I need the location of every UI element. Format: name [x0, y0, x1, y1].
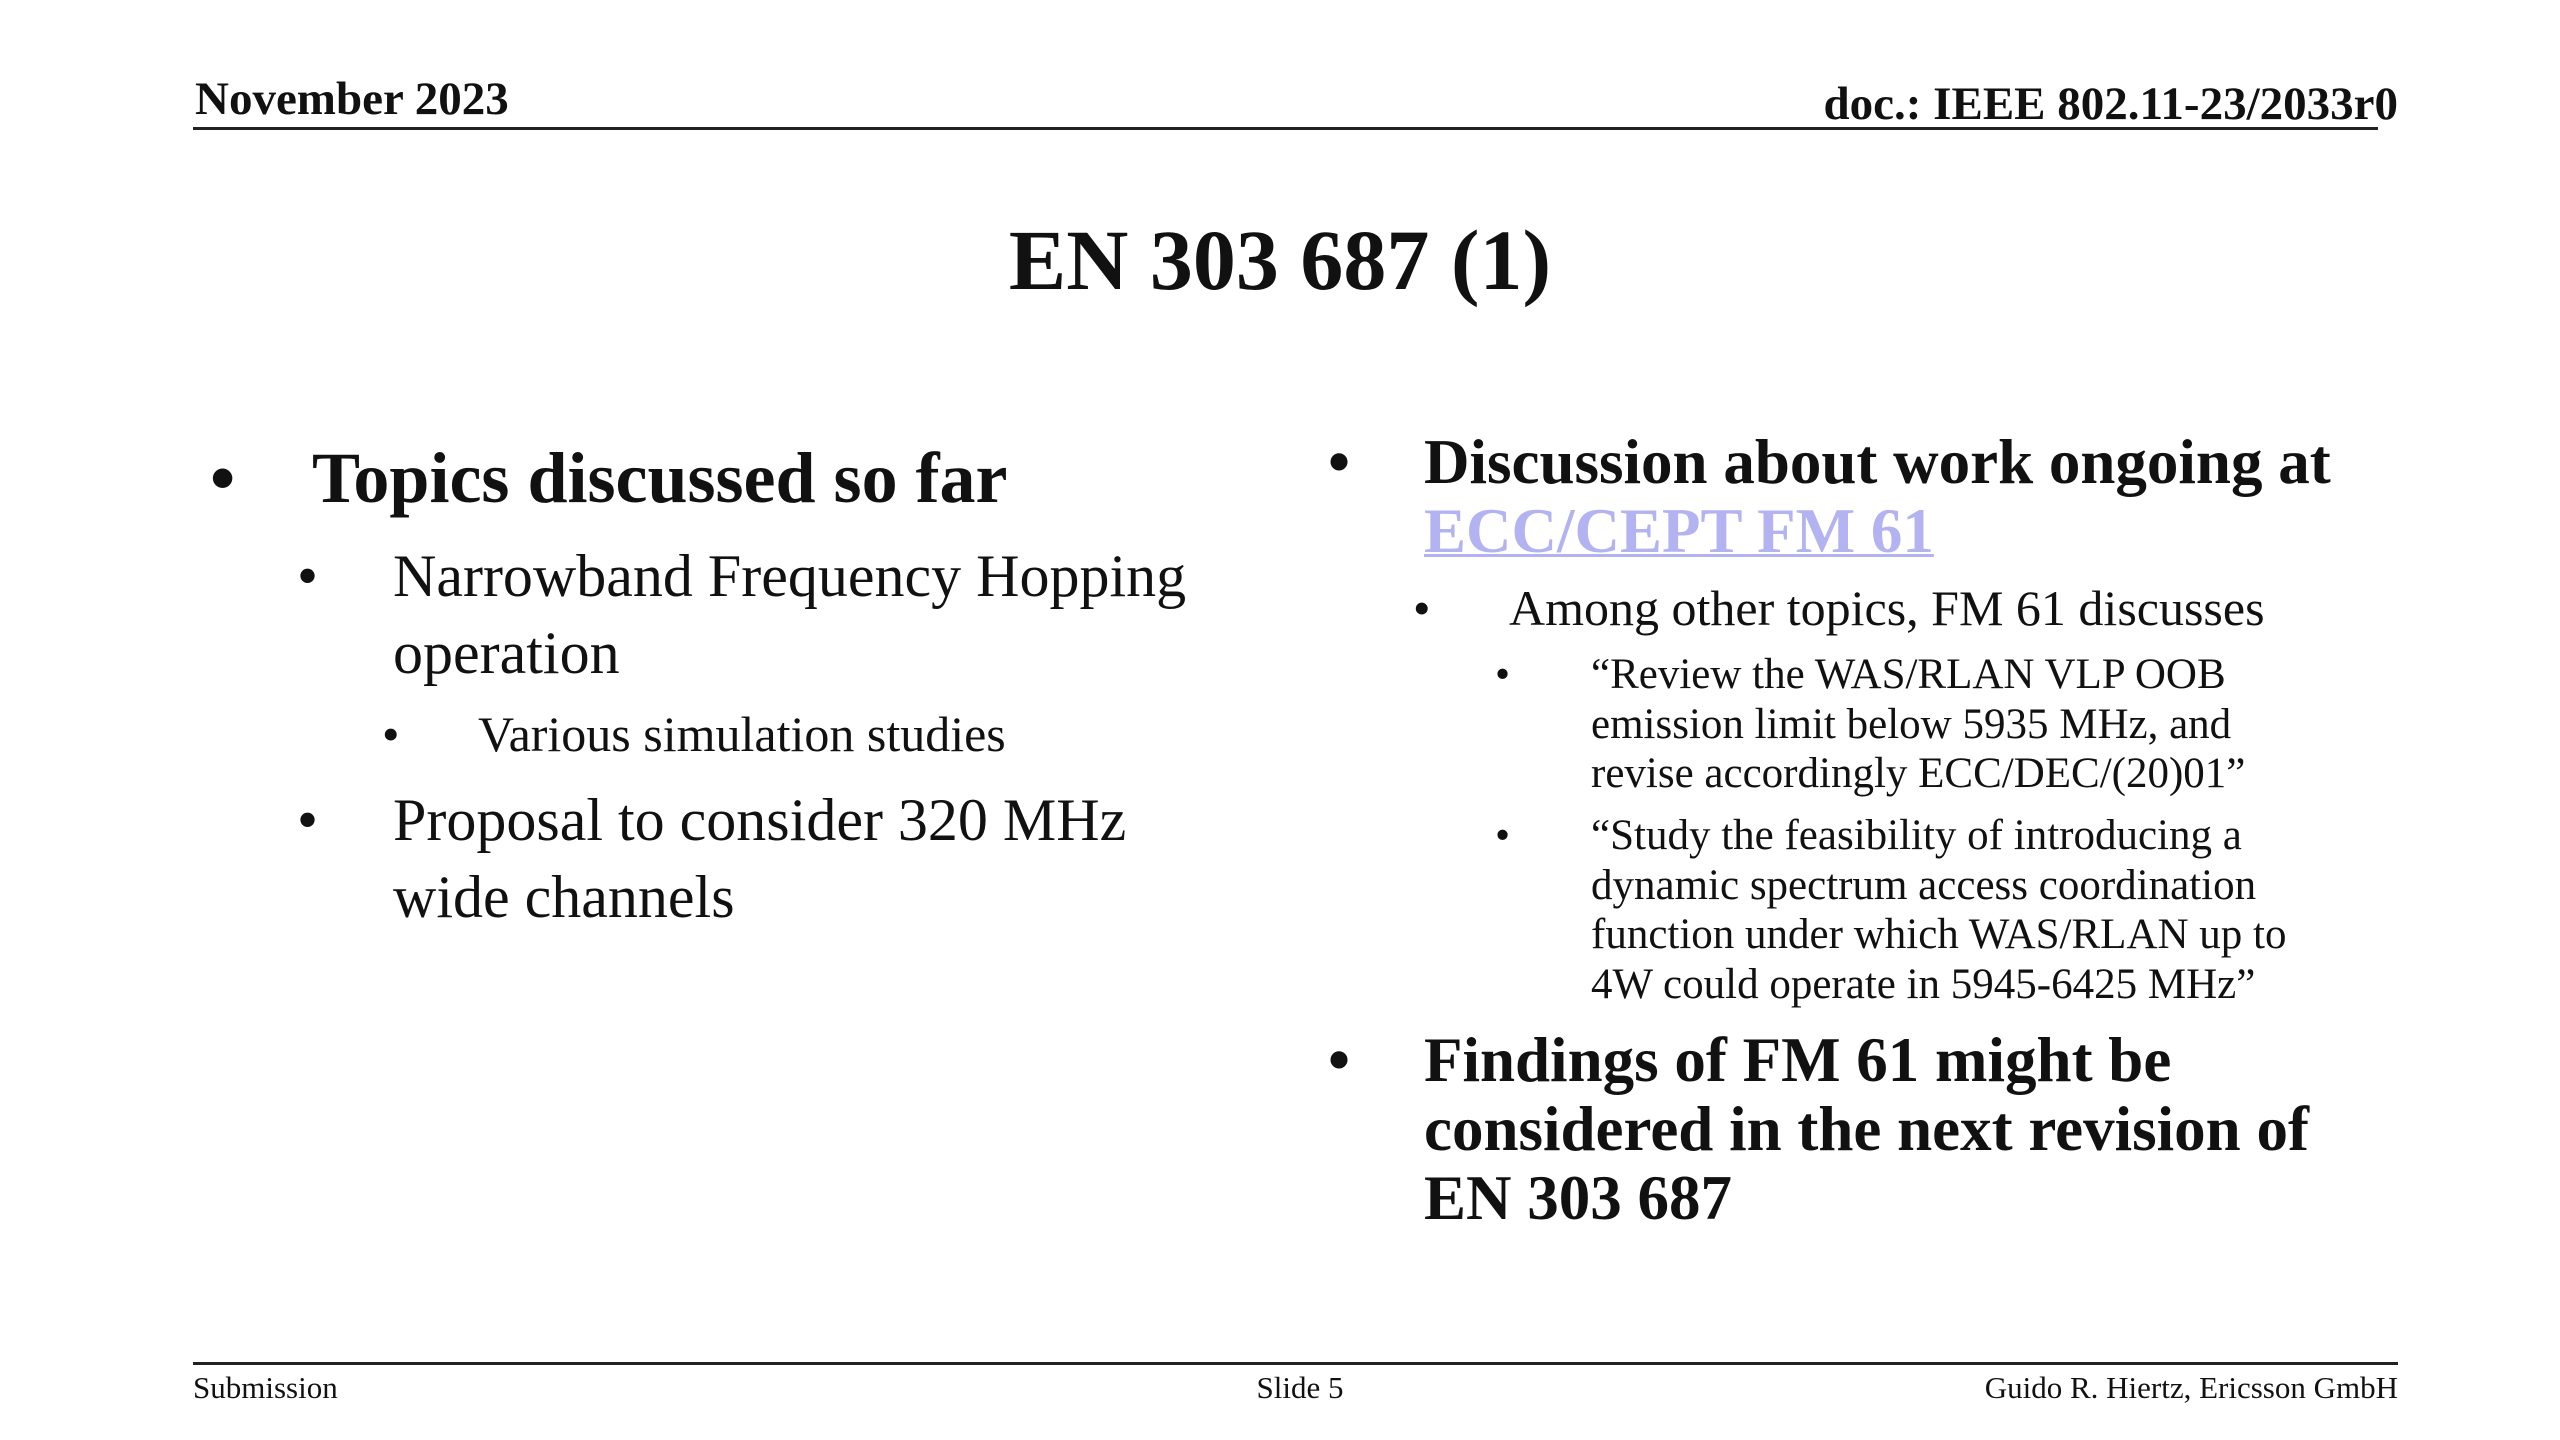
quote-review-line3: revise accordingly ECC/DEC/(20)01”: [1591, 750, 2246, 797]
bullet-narrowband-line1: Narrowband Frequency Hopping: [393, 543, 1187, 609]
bullet-glyph: •: [297, 787, 319, 853]
bullet-glyph: •: [382, 706, 400, 762]
quote-study-line2: dynamic spectrum access coordination: [1591, 861, 2257, 909]
header-doc-id: doc.: IEEE 802.11-23/2033r0: [1823, 78, 2398, 130]
bullet-among-text: Among other topics, FM 61 discusses: [1509, 580, 2265, 636]
bullet-glyph: •: [1495, 812, 1511, 859]
footer-author: Guido R. Hiertz, Ericsson GmbH: [1984, 1370, 2398, 1405]
bullet-simulation-text: Various simulation studies: [478, 706, 1006, 762]
bullet-discussion-line1: Discussion about work ongoing at: [1424, 427, 2331, 497]
bullet-glyph: •: [1328, 1025, 1351, 1095]
bullet-glyph: •: [210, 438, 236, 518]
bullet-glyph: •: [1328, 427, 1351, 497]
quote-study-line4: 4W could operate in 5945-6425 MHz”: [1591, 960, 2256, 1008]
findings-line1: Findings of FM 61 might be: [1424, 1025, 2172, 1095]
bullet-topics-text: Topics discussed so far: [312, 438, 1008, 518]
bullet-proposal-line1: Proposal to consider 320 MHz: [393, 787, 1127, 853]
footer-submission: Submission: [193, 1370, 338, 1405]
quote-review-line1: “Review the WAS/RLAN VLP OOB: [1591, 651, 2226, 698]
bullet-proposal-line2: wide channels: [393, 864, 735, 930]
ecc-cept-fm61-link[interactable]: ECC/CEPT FM 61: [1424, 496, 1934, 566]
quote-review-line2: emission limit below 5935 MHz, and: [1591, 700, 2232, 748]
header-divider: [193, 127, 2378, 130]
quote-study-line3: function under which WAS/RLAN up to: [1591, 911, 2287, 958]
footer-slide-number: Slide 5: [1256, 1370, 1344, 1405]
header-date: November 2023: [195, 73, 509, 125]
findings-line3: EN 303 687: [1424, 1163, 1733, 1233]
bullet-glyph: •: [1495, 651, 1511, 698]
bullet-glyph: •: [297, 543, 319, 609]
bullet-glyph: •: [1413, 580, 1431, 636]
bullet-narrowband-line2: operation: [393, 620, 620, 686]
slide-title: EN 303 687 (1): [1008, 212, 1552, 308]
quote-study-line1: “Study the feasibility of introducing a: [1591, 812, 2242, 859]
findings-line2: considered in the next revision of: [1424, 1094, 2309, 1164]
footer-divider: [193, 1362, 2398, 1365]
